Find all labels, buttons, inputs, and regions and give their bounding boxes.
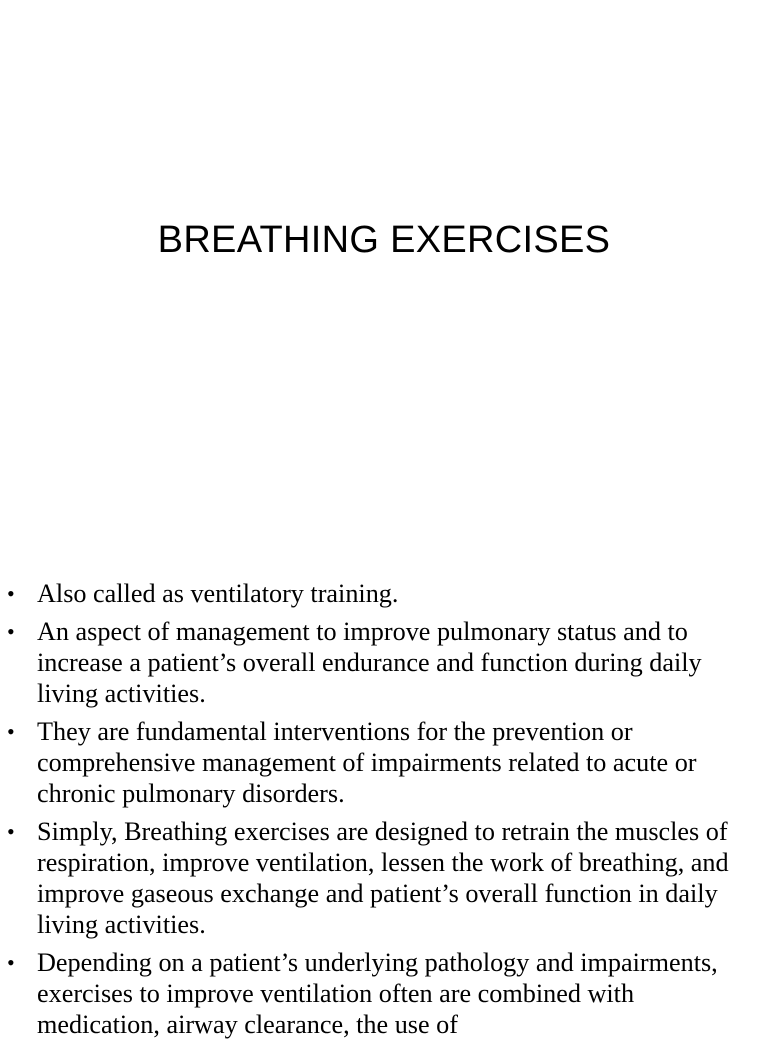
bullet-text: Also called as ventilatory training. (37, 579, 399, 608)
bullet-dot-icon: • (7, 619, 15, 644)
bullet-text: An aspect of management to improve pulmonary status and to increase a patient’s overall endurance and function during daily living activities. (37, 617, 702, 708)
bullet-item (0, 616, 768, 709)
bullet-list (0, 578, 768, 1047)
bullet-text: They are fundamental interventions for the prevention or comprehensive management of impairments related to acute or chronic pulmonary disorders. (37, 717, 697, 808)
bullet-dot-icon: • (7, 581, 15, 606)
bullet-dot-icon: • (7, 819, 15, 844)
slide-title: BREATHING EXERCISES (157, 219, 611, 261)
bullet-dot-icon: • (7, 950, 15, 975)
bullet-item (0, 716, 768, 809)
bullet-item (0, 816, 768, 940)
bullet-dot-icon: • (7, 719, 15, 744)
content-slide (0, 575, 768, 1039)
bullet-text: Depending on a patient’s underlying pathology and impairments, exercises to improve ventilation often are combined with medication, airway clearance, the use of (37, 948, 718, 1039)
bullet-item (0, 947, 768, 1040)
bullet-text: Simply, Breathing exercises are designed to retrain the muscles of respiration, improve ventilation, lessen the work of breathing, and improve gaseous exchange and patient’s overall function in daily living activities. (37, 817, 729, 939)
bullet-item (0, 578, 768, 609)
